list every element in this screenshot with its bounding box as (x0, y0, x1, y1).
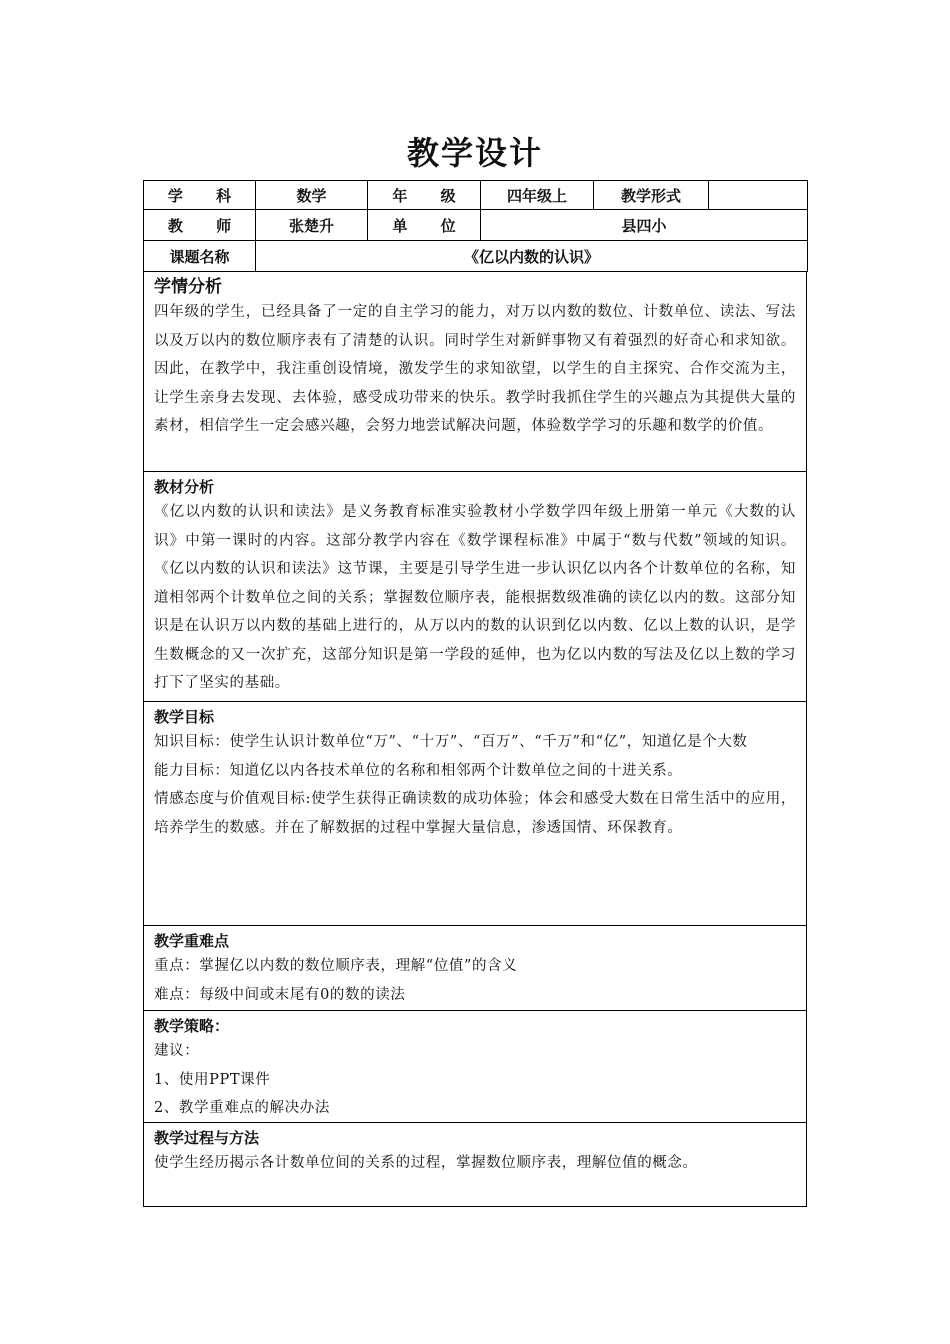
section-material-analysis (143, 472, 807, 702)
subject-value: 数学 (256, 181, 368, 210)
section-text: 四年级的学生，已经具备了一定的自主学习的能力，对万以内数的数位、计数单位、读法、写法以及万以内的数位顺序表有了清楚的认识。同时学生对新鲜事物又有着强烈的好奇心和求知欲。因此，在教学中，我注重创设情境，激发学生的求知欲望，以学生的自主探究、合作交流为主，让学生亲身去发现、去体验，感受成功带来的快乐。教学时我抓住学生的兴趣点为其提供大量的素材，相信学生一定会感兴趣，会努力地尝试解决问题，体验数学学习的乐趣和数学的价值。 (154, 304, 796, 434)
section-heading: 教学过程与方法 (154, 1129, 260, 1147)
section-key-points (143, 926, 807, 1011)
grade-label: 年 级 (368, 181, 481, 210)
goal-knowledge: 知识目标：使学生认识计数单位“万”、“十万”、“百万”、“千万”和“亿”，知道亿是个大数 (154, 734, 748, 750)
unit-label: 单 位 (368, 210, 481, 241)
subject-label: 学 科 (144, 181, 256, 210)
strategy-item: 1、使用PPT课件 (154, 1071, 271, 1088)
section-heading: 教学策略： (154, 1017, 230, 1035)
section-goals (143, 702, 807, 926)
difficult-point: 难点：每级中间或末尾有0的数的读法 (154, 986, 406, 1003)
section-strategy (143, 1011, 807, 1123)
lesson-value: 《亿以内数的认识》 (256, 241, 808, 272)
info-table (143, 180, 808, 272)
goal-ability: 能力目标：知道亿以内各技术单位的名称和相邻两个计数单位之间的十进关系。 (154, 762, 683, 779)
info-row-3 (144, 241, 808, 272)
section-heading: 学情分析 (154, 277, 222, 297)
section-process (143, 1123, 807, 1207)
teacher-value: 张楚升 (256, 210, 368, 241)
unit-value: 县四小 (481, 210, 808, 241)
section-text: 使学生经历揭示各计数单位间的关系的过程，掌握数位顺序表，理解位值的概念。 (154, 1155, 698, 1171)
section-text: 《亿以内数的认识和读法》是义务教育标准实验教材小学数学四年级上册第一单元《大数的认识》中第一课时的内容。这部分教学内容在《数学课程标准》中属于“数与代数”领域的知识。《亿以内数的认识和读法》这节课，主要是引导学生进一步认识亿以内各个计数单位的名称，知道相邻两个计数单位之间的关系；掌握数位顺序表，能根据数级准确的读亿以内的数。这部分知识是在认识万以内数的基础上进行的，从万以内的数的认识到亿以内数、亿以上数的认识，是学生数概念的又一次扩充，这部分知识是第一学段的延伸，也为亿以内数的写法及亿以上数的学习打下了坚实的基础。 (154, 504, 796, 691)
strategy-item: 2、教学重难点的解决办法 (154, 1100, 330, 1116)
lesson-label: 课题名称 (144, 241, 256, 272)
info-row-1 (144, 181, 808, 210)
section-heading: 教材分析 (154, 478, 215, 496)
grade-value: 四年级上 (481, 181, 594, 210)
section-student-analysis (143, 272, 807, 472)
info-row-2 (144, 210, 808, 241)
section-heading: 教学目标 (154, 708, 215, 726)
form-value (709, 181, 808, 210)
strategy-intro: 建议： (154, 1043, 200, 1059)
teacher-label: 教 师 (144, 210, 256, 241)
goal-emotion: 情感态度与价值观目标:使学生获得正确读数的成功体验；体会和感受大数在日常生活中的应用，培养学生的数感。并在了解数据的过程中掌握大量信息，渗透国情、环保教育。 (154, 791, 796, 836)
key-point: 重点：掌握亿以内数的数位顺序表，理解“位值”的含义 (154, 958, 518, 974)
section-heading: 教学重难点 (154, 932, 230, 950)
form-label: 教学形式 (594, 181, 709, 210)
page-title: 教学设计 (406, 134, 543, 172)
